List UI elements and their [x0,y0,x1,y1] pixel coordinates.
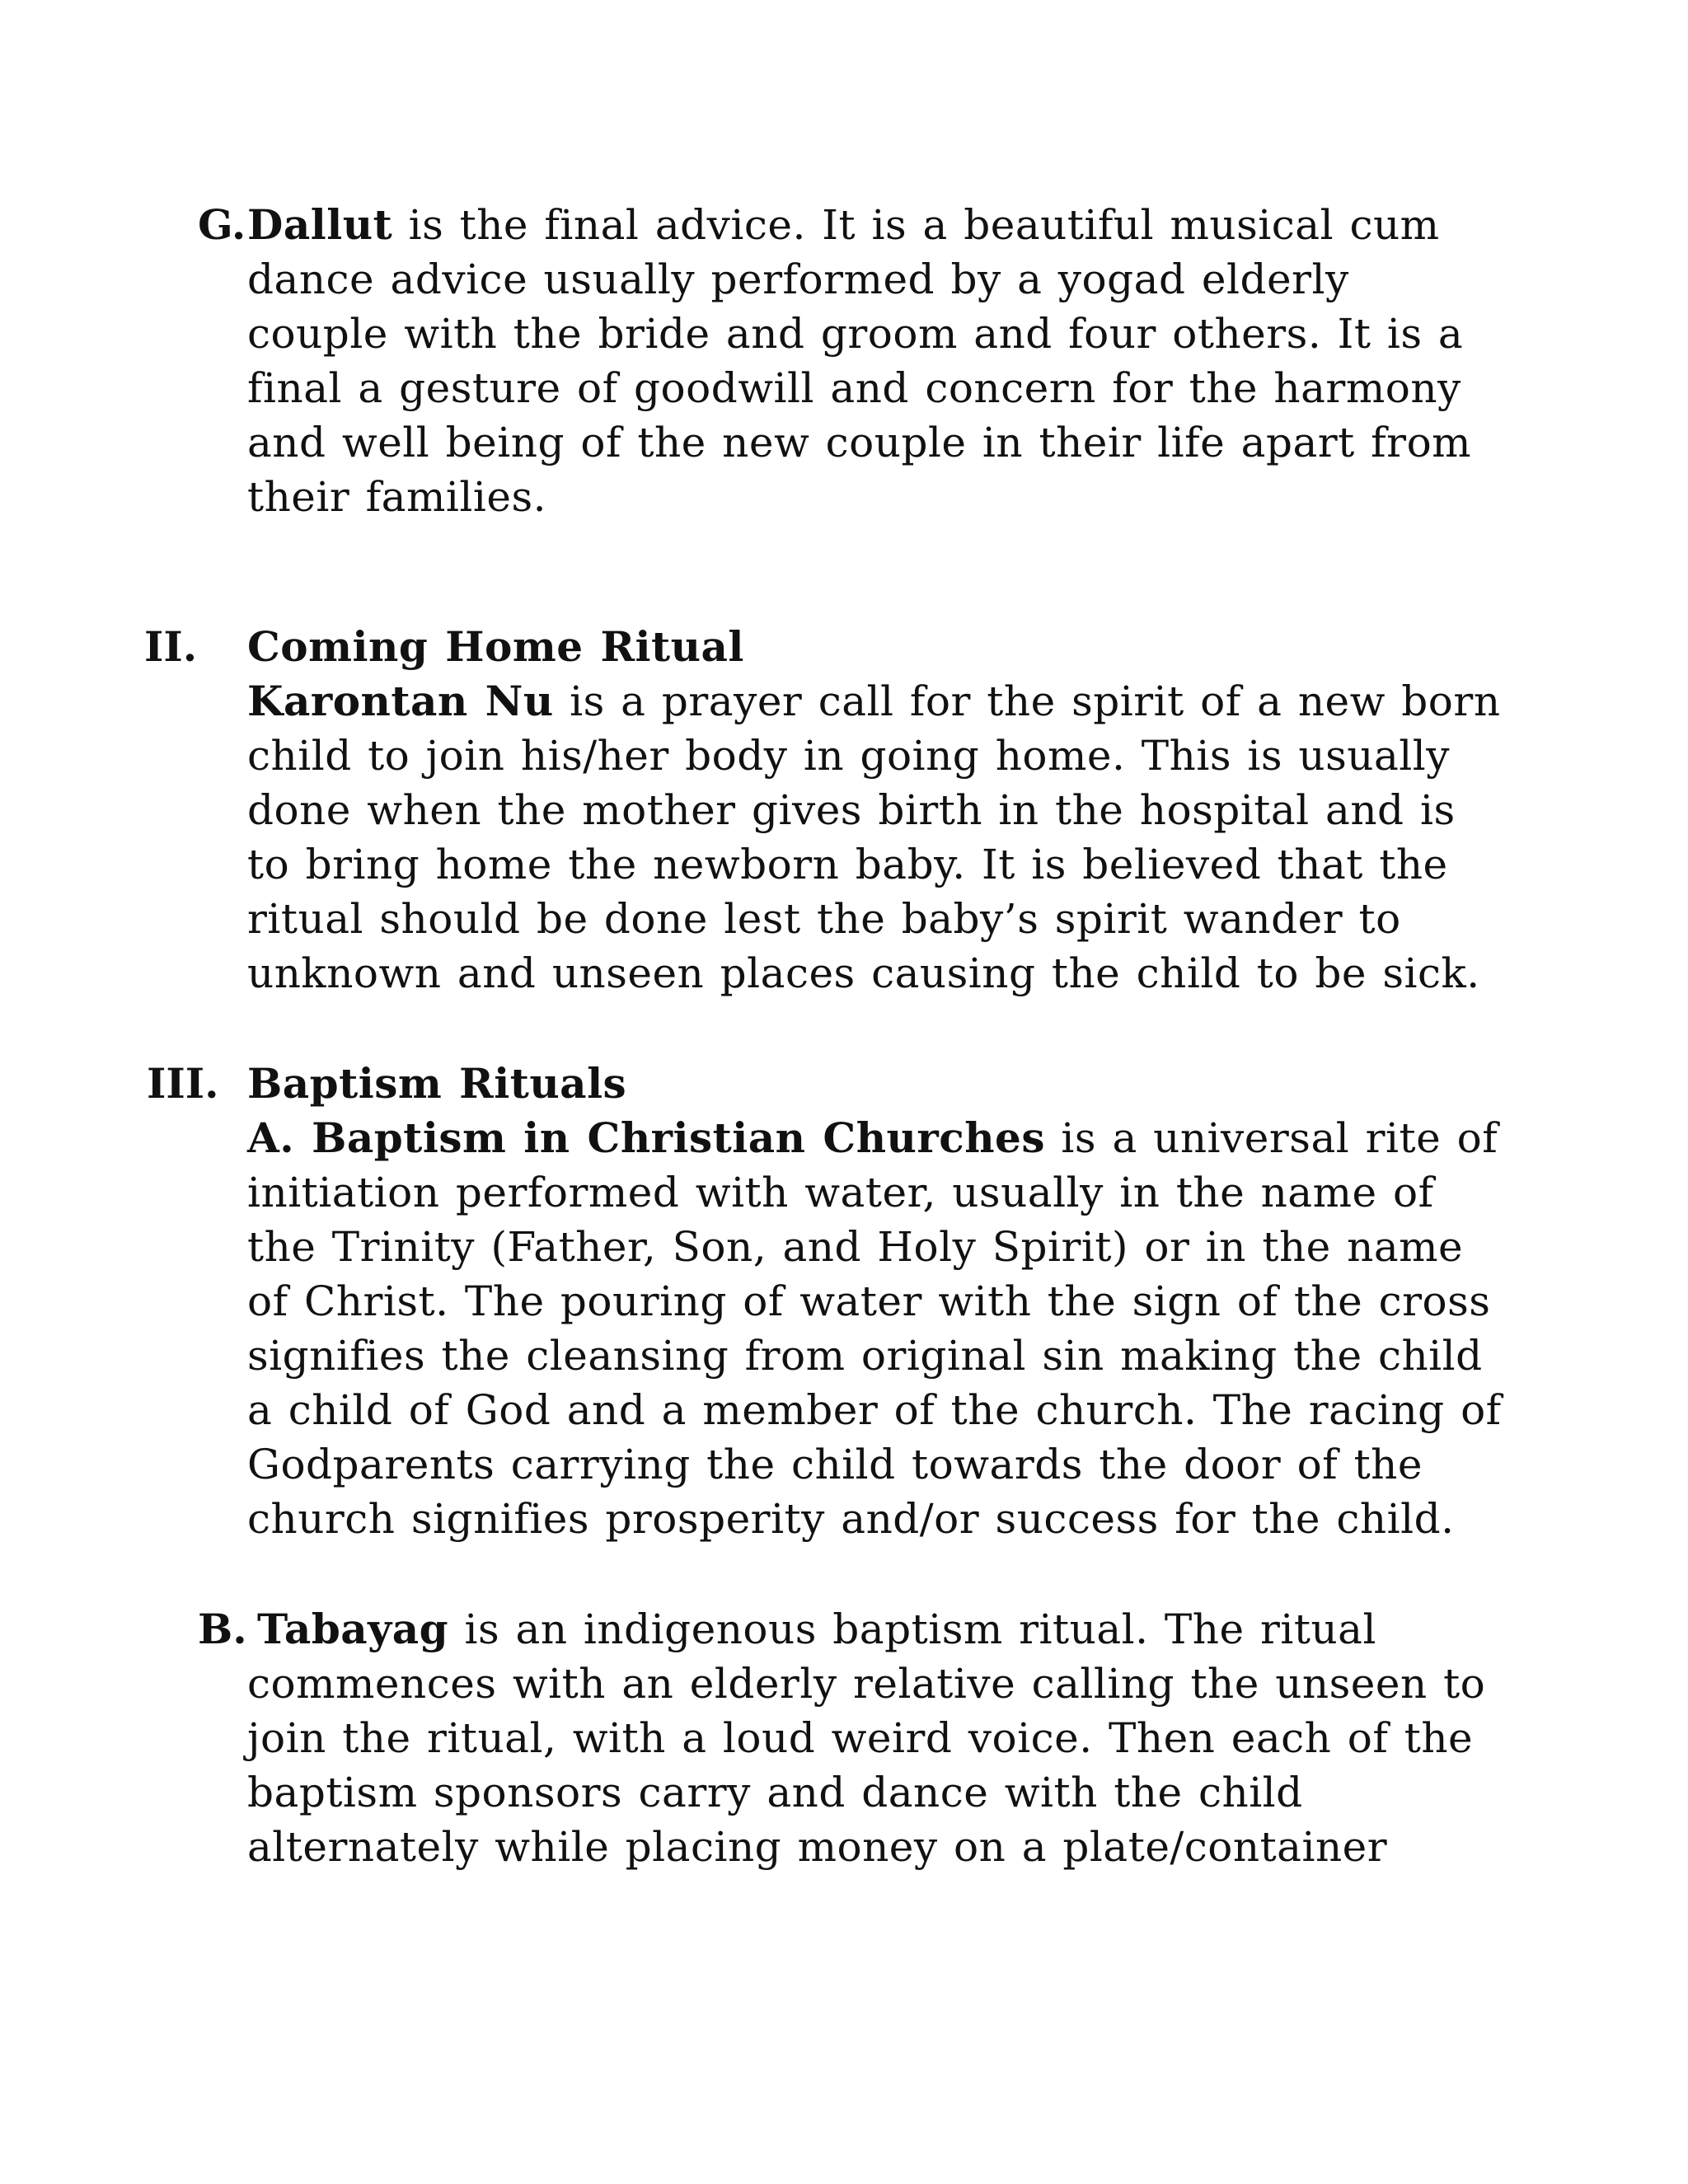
section-heading: Coming Home Ritual [247,622,744,671]
paragraph-line: A. Baptism in Christian Churches is a universal rite of [247,1113,1498,1162]
paragraph-line: Tabayag is an indigenous baptism ritual. The ritual [257,1605,1376,1653]
paragraph-line: Dallut is the final advice. It is a beautiful musical cum [247,200,1440,249]
list-marker-b: B. [198,1605,247,1653]
paragraph-line: ritual should be done lest the baby’s spirit wander to [247,895,1401,943]
paragraph-line: final a gesture of goodwill and concern for the harmony [247,364,1461,412]
paragraph-line: done when the mother gives birth in the hospital and is [247,786,1456,834]
paragraph-line: dance advice usually performed by a yogad elderly [247,255,1349,303]
term-tabayag: Tabayag [257,1605,449,1653]
paragraph-line: initiation performed with water, usually in the name of [247,1169,1434,1216]
term-karontan-nu: Karontan Nu [247,677,554,725]
section-heading: Baptism Rituals [247,1059,627,1108]
paragraph-line: Karontan Nu is a prayer call for the spirit of a new born [247,677,1501,725]
paragraph-line: join the ritual, with a loud weird voice. Then each of the [247,1714,1474,1762]
paragraph-line: child to join his/her body in going home. This is usually [247,732,1451,780]
paragraph-line: to bring home the newborn baby. It is believed that the [247,841,1448,888]
term-dallut: Dallut [247,200,393,249]
list-marker-g: G. [198,200,246,249]
list-marker-ii: II. [144,622,198,671]
term-baptism-in-christian-churches: A. Baptism in Christian Churches [247,1113,1046,1162]
paragraph-line: the Trinity (Father, Son, and Holy Spirit) or in the name [247,1223,1464,1271]
paragraph-line: of Christ. The pouring of water with the sign of the cross [247,1277,1491,1325]
paragraph-line: couple with the bride and groom and four others. It is a [247,310,1464,358]
paragraph-line: baptism sponsors carry and dance with the child [247,1769,1303,1816]
list-marker-iii: III. [147,1059,219,1108]
paragraph-line: unknown and unseen places causing the child to be sick. [247,949,1480,997]
paragraph-line: Godparents carrying the child towards the door of the [247,1441,1423,1488]
paragraph-line: and well being of the new couple in their life apart from [247,419,1472,466]
paragraph-line: church signifies prosperity and/or success for the child. [247,1495,1455,1543]
paragraph-line: commences with an elderly relative calling the unseen to [247,1660,1486,1708]
paragraph-line: their families. [247,473,547,521]
paragraph-line: alternately while placing money on a plate/container [247,1823,1388,1871]
paragraph-line: signifies the cleansing from original sin making the child [247,1332,1483,1380]
paragraph-line: a child of God and a member of the church. The racing of [247,1386,1502,1434]
